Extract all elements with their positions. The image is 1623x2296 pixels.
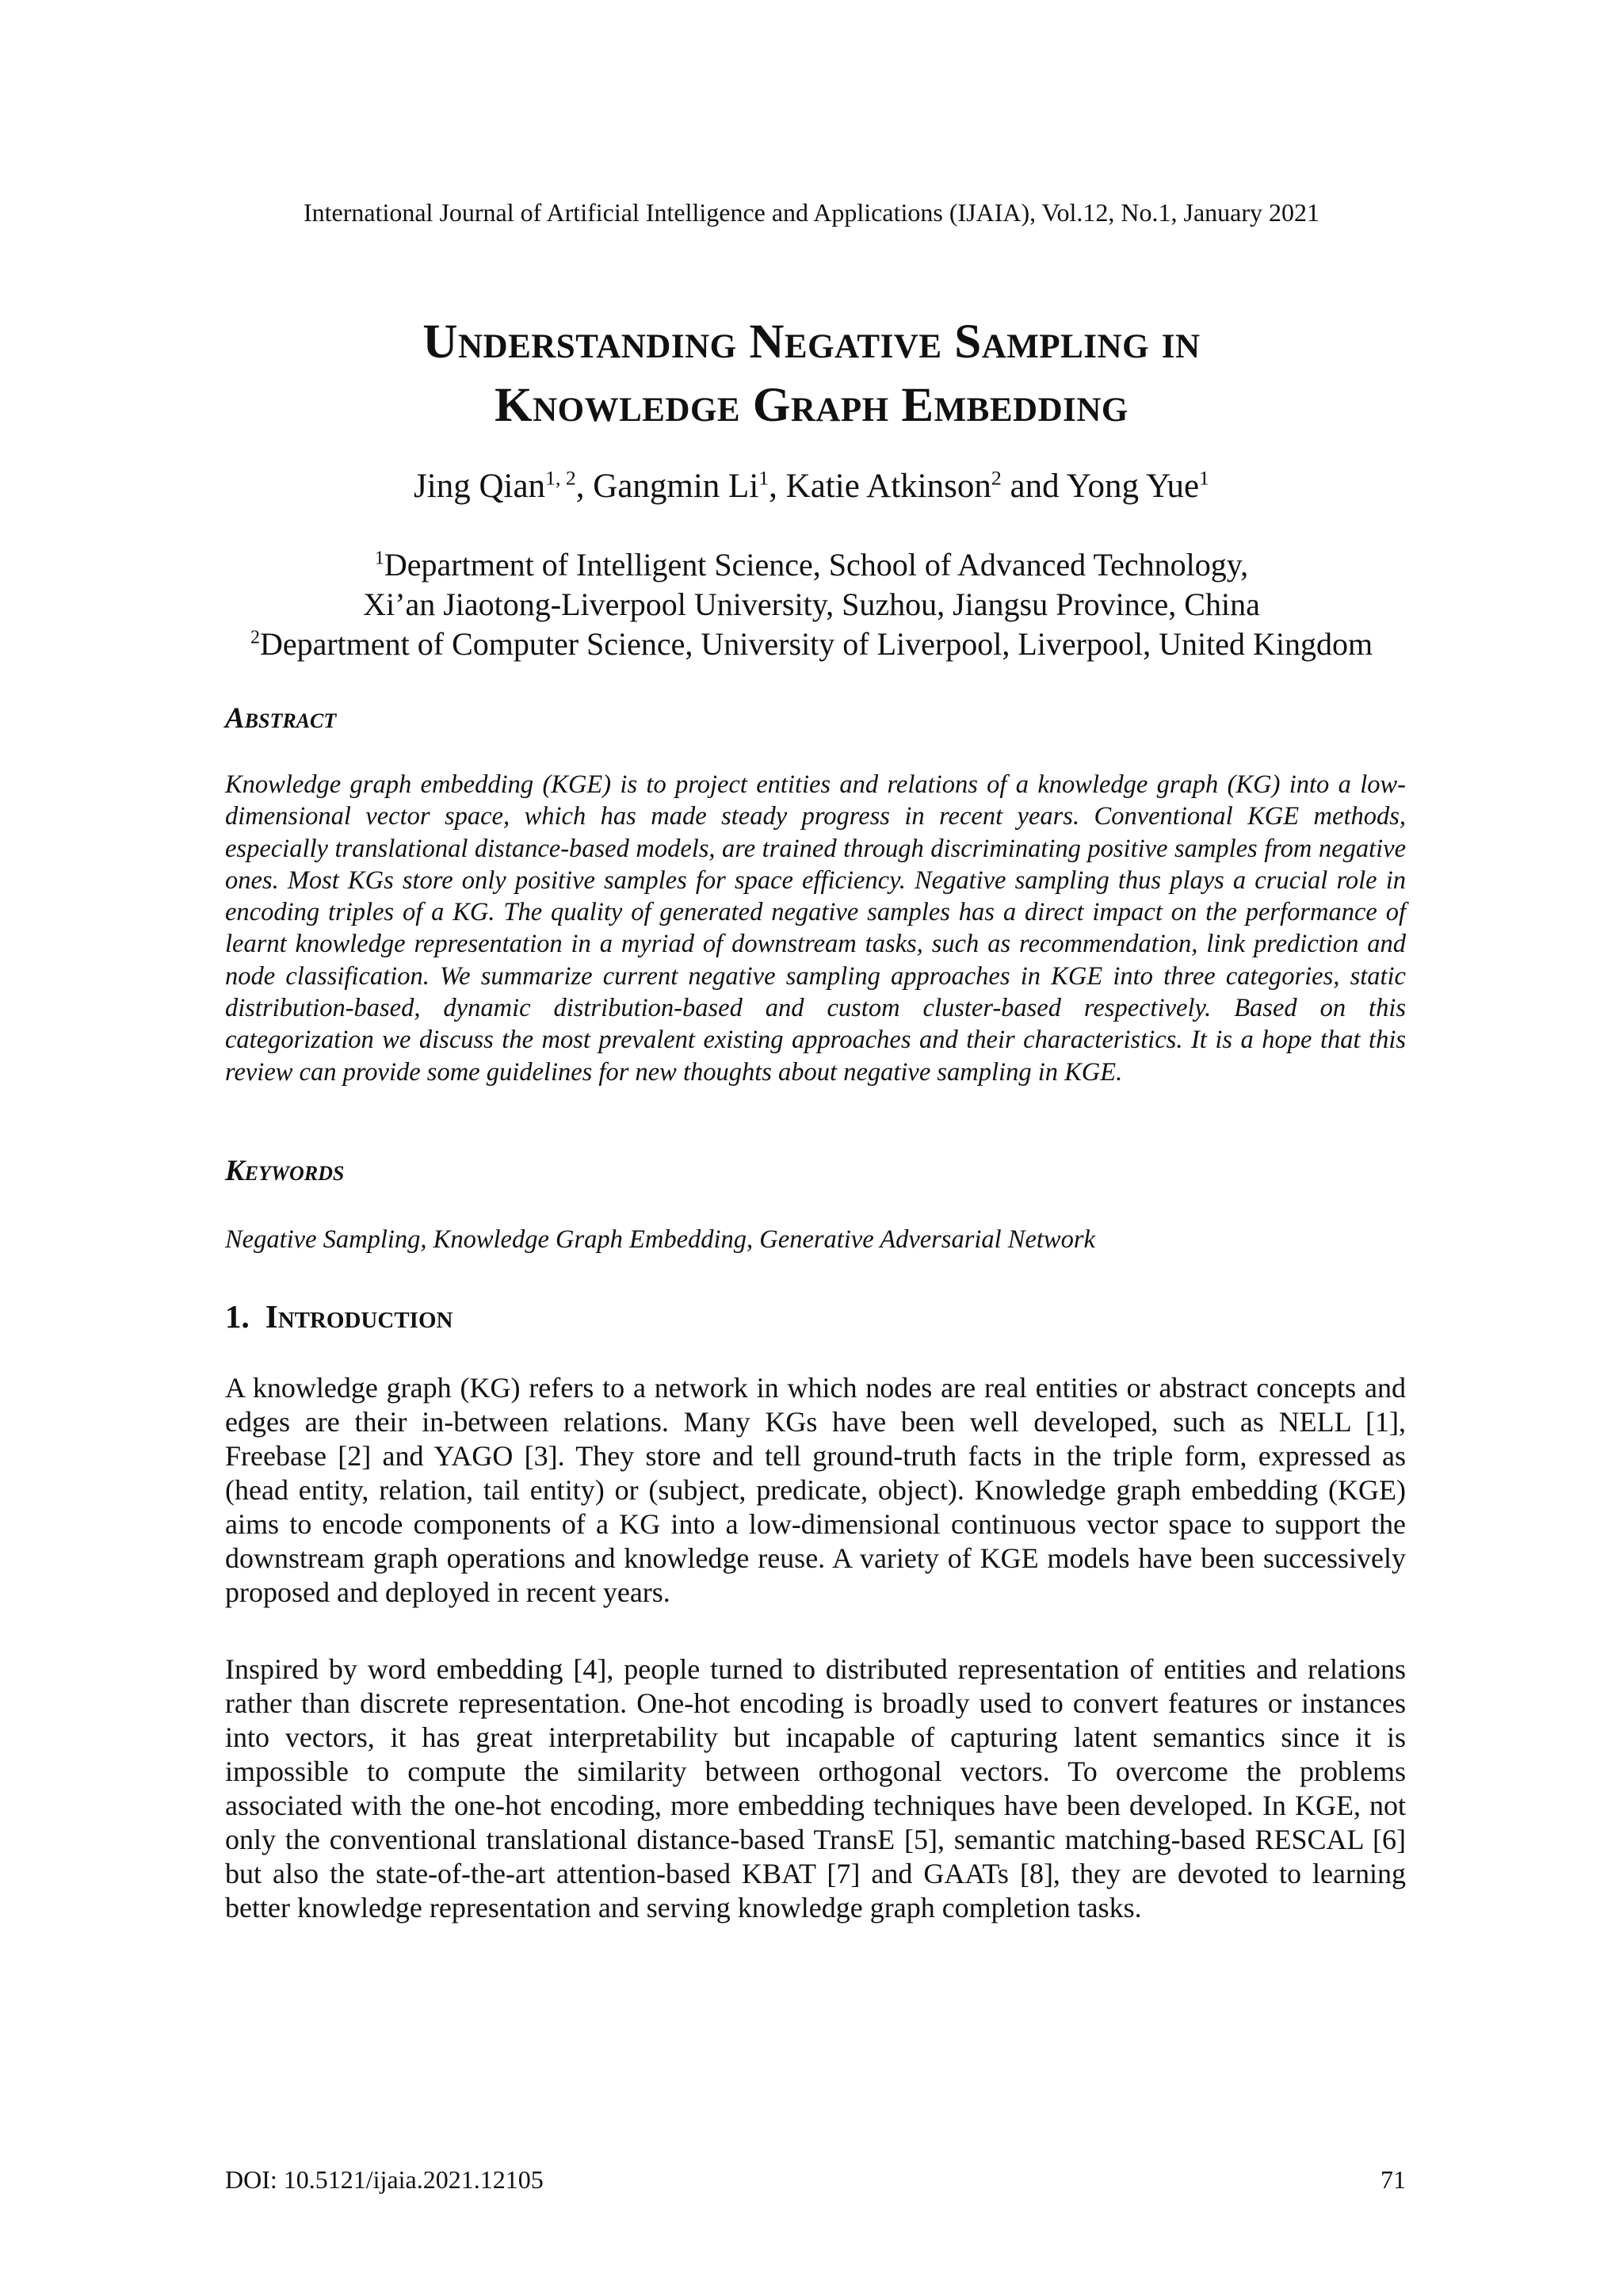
affiliation-text: Department of Intelligent Science, School of Advanced Technology, [384, 547, 1249, 583]
body-paragraph: A knowledge graph (KG) refers to a network in which nodes are real entities or abstract concepts and edges are their in-between relations. Many KGs have been well developed, such as NELL [1], Freebase [2] and YAGO [3]. They store and tell ground-truth facts in the triple form, expressed as (head entity, relation, tail entity) or (subject, predicate, object). Knowledge graph embedding (KGE) aims to encode components of a KG into a low-dimensional continuous vector space to support the downstream graph operations and knowledge reuse. A variety of KGE models have been successively proposed and deployed in recent years. [225, 1372, 1406, 1608]
author-separator: , [575, 468, 594, 505]
running-header: International Journal of Artificial Intelligence and Applications (IJAIA), Vol.12, No.1, January 2021 [303, 198, 1320, 227]
section-number: 1. [225, 1298, 250, 1335]
page-number: 71 [1381, 2165, 1406, 2194]
section-title: Introduction [265, 1298, 453, 1335]
author-name: Yong Yue [1066, 468, 1200, 505]
keywords-text: Negative Sampling, Knowledge Graph Embedding, Generative Adversarial Network [225, 1225, 1095, 1254]
title-line-1: Understanding Negative Sampling in [422, 315, 1201, 369]
title-line-2: Knowledge Graph Embedding [495, 379, 1128, 432]
affiliation-line [0, 625, 1623, 664]
introduction-heading [225, 1297, 453, 1335]
paper-title [158, 311, 1465, 437]
author-name: Jing Qian [414, 468, 546, 505]
author-name: Katie Atkinson [785, 468, 991, 505]
affiliation-line [0, 585, 1623, 625]
author-affiliation-mark: 1 [758, 466, 769, 490]
affiliation-mark: 2 [250, 627, 260, 648]
author-affiliation-mark: 1 [1199, 466, 1209, 490]
affiliation-text: Department of Computer Science, University of Liverpool, Liverpool, United Kingdom [259, 626, 1373, 662]
author-separator: and [1001, 468, 1067, 505]
abstract-heading: Abstract [225, 702, 337, 735]
affiliation-line [0, 545, 1623, 585]
author-list [0, 466, 1623, 507]
author-separator: , [769, 468, 786, 505]
keywords-heading: Keywords [225, 1155, 345, 1187]
body-paragraph: Inspired by word embedding [4], people turned to distributed representation of entities and relations rather than discrete representation. One-hot encoding is broadly used to convert features or instances into vectors, it has great interpretability but incapable of capturing latent semantics since it is impossible to compute the similarity between orthogonal vectors. To overcome the problems associated with the one-hot encoding, more embedding techniques have been developed. In KGE, not only the conventional translational distance-based TransE [5], semantic matching-based RESCAL [6] but also the state-of-the-art attention-based KBAT [7] and GAATs [8], they are devoted to learning better knowledge representation and serving knowledge graph completion tasks. [225, 1653, 1406, 1924]
abstract-text: Knowledge graph embedding (KGE) is to project entities and relations of a knowledge graph (KG) into a low-dimensional vector space, which has made steady progress in recent years. Conventional KGE methods, especially translational distance-based models, are trained through discriminating positive samples from negative ones. Most KGs store only positive samples for space efficiency. Negative sampling thus plays a crucial role in encoding triples of a KG. The quality of generated negative samples has a direct impact on the performance of learnt knowledge representation in a myriad of downstream tasks, such as recommendation, link prediction and node classification. We summarize current negative sampling approaches in KGE into three categories, static distribution-based, dynamic distribution-based and custom cluster-based respectively. Based on this categorization we discuss the most prevalent existing approaches and their characteristics. It is a hope that this review can provide some guidelines for new thoughts about negative sampling in KGE. [225, 770, 1406, 1087]
affiliation-block [0, 545, 1623, 664]
doi-text: DOI: 10.5121/ijaia.2021.12105 [225, 2165, 544, 2194]
author-affiliation-mark: 1, 2 [545, 466, 576, 490]
author-affiliation-mark: 2 [991, 466, 1002, 490]
author-name: Gangmin Li [593, 468, 759, 505]
affiliation-mark: 1 [374, 548, 384, 569]
affiliation-text: Xi’an Jiaotong-Liverpool University, Suzhou, Jiangsu Province, China [363, 586, 1260, 622]
